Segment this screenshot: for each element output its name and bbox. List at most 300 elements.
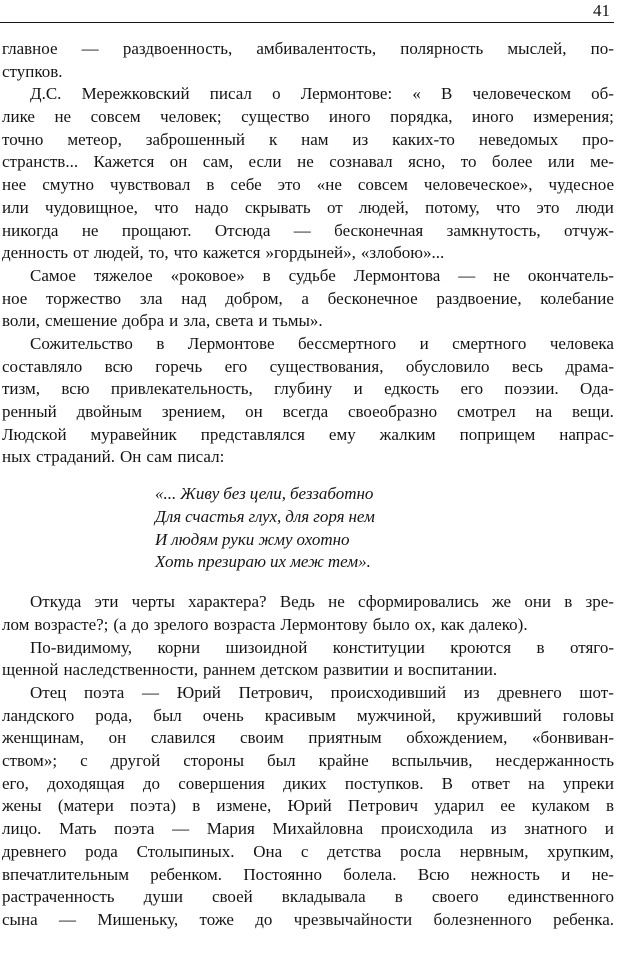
word: бесконечное — [327, 288, 418, 308]
text-line — [2, 197, 614, 220]
word: Лермонтова — [353, 265, 441, 285]
word: единственного — [507, 887, 614, 907]
word: Петрович, — [238, 683, 313, 702]
text-line — [2, 637, 614, 660]
text-line — [2, 378, 614, 401]
running-header — [0, 0, 614, 23]
word: человека — [549, 333, 614, 353]
word: — — [142, 683, 160, 702]
word: порядка, — [390, 107, 453, 127]
word: совсем — [357, 175, 408, 195]
word: он — [169, 152, 188, 172]
word: их — [270, 552, 287, 572]
word: Хоть — [155, 552, 194, 572]
word: другой — [110, 751, 161, 771]
word: наследственности, — [63, 660, 198, 680]
word: ох, — [414, 614, 436, 634]
word: нежность — [470, 864, 540, 884]
word: рода, — [95, 705, 133, 725]
text-line — [2, 424, 614, 447]
word: древнего — [497, 683, 562, 702]
word: что — [495, 197, 521, 217]
word: Кажется — [93, 152, 155, 172]
word: беззаботно — [289, 484, 374, 504]
word: Михайловна — [272, 819, 364, 839]
word: и — [393, 660, 403, 680]
word: охотно — [296, 529, 350, 549]
word: крайне — [318, 751, 369, 771]
word: жены — [2, 796, 42, 816]
word: что — [154, 197, 179, 217]
word: в — [156, 333, 165, 353]
word: а — [301, 288, 309, 308]
word: для — [285, 506, 310, 526]
word: в — [192, 796, 201, 816]
word: до — [255, 909, 273, 929]
word: славился — [150, 728, 216, 748]
word: смутно — [42, 175, 95, 195]
word: кроются — [450, 637, 512, 657]
word: измерения; — [533, 107, 614, 127]
word: лике — [2, 107, 35, 127]
word: без — [223, 484, 246, 504]
word: мыслей, — [507, 39, 567, 58]
word: из — [352, 129, 369, 149]
text-line — [2, 106, 614, 129]
word: кажется — [202, 243, 261, 263]
word: себе — [230, 175, 262, 195]
word: Откуда — [30, 592, 82, 612]
word: отчуж- — [564, 220, 614, 240]
word: никогда — [2, 220, 59, 240]
text-line — [2, 841, 614, 864]
word: всю — [61, 379, 90, 399]
word: бессмертного — [298, 333, 397, 353]
word: скрывать — [244, 197, 311, 217]
word: красивым — [264, 705, 336, 725]
word: муравейник — [90, 424, 177, 444]
word: ребенка. — [553, 909, 614, 929]
word: существо — [241, 107, 310, 127]
word: горя — [313, 506, 345, 526]
word: (матери — [57, 796, 114, 816]
word: добра — [122, 311, 165, 331]
word: сына — [2, 909, 38, 929]
word: ством»; — [2, 751, 58, 771]
word: иного — [471, 107, 514, 127]
word: чувствовал — [110, 175, 191, 195]
word: Юрий — [176, 683, 221, 702]
word: что — [173, 243, 198, 263]
word: напрас- — [559, 424, 614, 444]
word: света — [215, 311, 254, 331]
word: его — [224, 356, 248, 376]
word: было — [372, 614, 410, 634]
word: про- — [582, 129, 614, 149]
word: ясно, — [408, 152, 446, 172]
word: тоже — [199, 909, 234, 929]
word: «злобою»... — [360, 243, 445, 263]
word: он — [245, 402, 263, 421]
word: замкнутость, — [446, 220, 541, 240]
word: ребенком. — [150, 864, 222, 884]
word: «роковое» — [170, 265, 245, 285]
word: человеческое», — [423, 175, 533, 195]
word: »гордыней», — [265, 243, 356, 263]
text-line — [2, 659, 614, 682]
word: Отец — [30, 683, 67, 702]
word: бесконечная — [334, 220, 424, 240]
word: странств... — [2, 152, 79, 172]
text-line — [2, 38, 614, 61]
text-line — [2, 682, 614, 705]
word: происходила — [380, 819, 474, 839]
word: составляло — [2, 356, 83, 376]
word: его, — [2, 773, 29, 793]
word: нем — [348, 506, 375, 526]
word: презираю — [197, 552, 267, 572]
word: в — [564, 592, 573, 612]
word: был — [153, 705, 182, 725]
verse-line — [155, 551, 614, 574]
text-line — [2, 310, 614, 333]
word: ландского — [2, 705, 75, 725]
word: Отсюда — [214, 220, 271, 240]
word: и — [169, 311, 179, 331]
text-line — [2, 333, 614, 356]
word: круживший — [456, 705, 542, 725]
word: возраста — [213, 614, 276, 634]
word: с — [300, 841, 309, 861]
text-line — [2, 446, 614, 469]
word: щенной — [2, 660, 59, 680]
word: кулаком — [531, 796, 590, 816]
word: характера? — [188, 592, 267, 612]
word: то, — [148, 243, 169, 263]
word: болела. — [343, 864, 397, 884]
word: ее — [500, 796, 516, 816]
word: Самое — [30, 265, 76, 285]
word: По-видимому, — [30, 637, 133, 657]
word: головы — [562, 705, 614, 725]
word: люди — [575, 197, 614, 217]
word: как — [440, 614, 465, 634]
word: всю — [104, 356, 133, 376]
word: всегда — [282, 402, 329, 421]
word: развитии — [323, 660, 389, 680]
word: каких-то — [392, 129, 455, 149]
word: человек; — [160, 107, 222, 127]
text-line — [2, 886, 614, 909]
word: поприщем — [459, 424, 536, 444]
text-line — [2, 174, 614, 197]
verse-quote — [155, 483, 614, 574]
word: это — [536, 197, 560, 217]
word: в — [262, 265, 271, 285]
word: ступков. — [2, 61, 63, 81]
text-line — [2, 818, 614, 841]
word: зрением, — [161, 402, 226, 421]
text-line — [2, 750, 614, 773]
word: — — [172, 819, 190, 839]
word: точно — [2, 129, 44, 149]
word: страданий. — [36, 447, 115, 467]
word: очень — [202, 705, 244, 725]
word: или — [2, 197, 29, 217]
word: женщинам, — [2, 728, 85, 748]
text-line — [2, 401, 614, 424]
word: росла — [400, 841, 442, 861]
word: «... — [155, 484, 177, 504]
word: ное — [2, 288, 28, 308]
word: поэзии. — [504, 379, 559, 399]
word: денность — [2, 243, 69, 263]
word: чрезвычайности — [293, 909, 413, 929]
word: поэта — [114, 819, 155, 839]
word: отяго- — [569, 637, 614, 657]
word: зла — [139, 288, 163, 308]
word: метеор, — [67, 129, 122, 149]
word: амбивалентость, — [256, 39, 377, 58]
word: шот- — [579, 683, 614, 702]
text-line — [2, 83, 614, 106]
verse-line — [155, 483, 614, 506]
word: весь — [511, 356, 544, 376]
word: эти — [94, 592, 119, 612]
text-line — [2, 727, 614, 750]
word: нам — [301, 129, 329, 149]
word: поэта) — [130, 796, 176, 816]
word: руки — [222, 529, 255, 549]
word: И — [155, 529, 168, 549]
word: древнего — [2, 841, 67, 861]
word: впечатлительным — [2, 864, 129, 884]
word: писал: — [177, 447, 225, 467]
word: мужчиной, — [356, 705, 436, 725]
word: сам, — [202, 152, 234, 172]
word: в — [536, 637, 545, 657]
verse-line — [155, 506, 614, 529]
word: двойным — [76, 402, 143, 421]
word: рода — [85, 841, 118, 861]
word: происходивший — [330, 683, 447, 702]
word: В — [440, 84, 453, 104]
word: сознавал — [329, 152, 393, 172]
word: с — [80, 751, 88, 771]
text-line — [2, 909, 614, 932]
word: своим — [240, 728, 284, 748]
word: и — [419, 333, 429, 353]
word: не — [493, 265, 510, 285]
word: и — [353, 379, 363, 399]
word: глубину — [274, 379, 333, 399]
word: Мишеньку, — [97, 909, 179, 929]
word: ренный — [2, 402, 57, 421]
text-line — [2, 591, 614, 614]
text-line — [2, 356, 614, 379]
word: ударил — [434, 796, 485, 816]
word: из — [490, 819, 507, 839]
word: раздвоенность, — [122, 39, 233, 58]
word: смотрел — [456, 402, 516, 421]
word: души — [143, 887, 183, 907]
word: воли, — [2, 311, 41, 331]
word: Лермонтову — [280, 614, 368, 634]
word: зрелого — [153, 614, 209, 634]
word: глух, — [248, 506, 282, 526]
word: Живу — [180, 484, 220, 504]
word: иного — [328, 107, 371, 127]
word: окончатель- — [527, 265, 614, 285]
word: несдержанность — [495, 751, 614, 771]
word: ему — [328, 424, 356, 444]
word: Мария — [206, 819, 255, 839]
text-line — [2, 265, 614, 288]
word: или — [547, 152, 575, 172]
word: прощают. — [121, 220, 192, 240]
body-text — [2, 38, 614, 932]
word: в — [394, 887, 403, 907]
word: потому, — [425, 197, 480, 217]
word: приятным — [308, 728, 382, 748]
text-line — [2, 151, 614, 174]
word: чудесное — [548, 175, 614, 195]
word: стороны — [183, 751, 244, 771]
word: из — [463, 683, 480, 702]
word: ных — [2, 447, 32, 467]
page-number: 41 — [593, 1, 610, 20]
word: Всю — [417, 864, 450, 884]
word: растраченность — [2, 887, 115, 907]
word: совсем — [90, 107, 141, 127]
word: Лермонтове — [187, 333, 275, 353]
word: — — [293, 220, 311, 240]
word: Юрий — [287, 796, 332, 816]
word: горечь — [155, 356, 203, 376]
word: Он — [120, 447, 142, 467]
text-line — [2, 705, 614, 728]
word: вспыльчив, — [391, 751, 473, 771]
word: не — [54, 107, 72, 127]
word: Мережковский — [81, 84, 190, 104]
word: в — [605, 796, 614, 816]
word: на — [528, 773, 545, 793]
word: поэта — [84, 683, 125, 702]
word: судьбе — [288, 265, 336, 285]
word: едкость — [384, 379, 440, 399]
text-line — [2, 61, 614, 84]
word: Ода- — [580, 379, 614, 399]
text-line — [2, 864, 614, 887]
word: колебание — [540, 288, 614, 308]
word: счастья — [185, 506, 245, 526]
word: совершения — [178, 773, 265, 793]
word: его — [460, 379, 484, 399]
word: детства — [327, 841, 382, 861]
word: сам — [146, 447, 173, 467]
text-block-2 — [2, 591, 614, 931]
word: существования, — [269, 356, 384, 376]
word: людей, — [358, 197, 409, 217]
word: — — [458, 265, 476, 285]
word: и — [258, 311, 268, 331]
word: меж — [290, 552, 324, 572]
word: представлялся — [200, 424, 305, 444]
word: — — [81, 39, 99, 58]
word: полярность — [400, 39, 484, 58]
word: — — [59, 909, 76, 929]
word: он — [108, 728, 127, 748]
word: главное — [2, 39, 58, 58]
word: от — [326, 197, 343, 217]
word: цели, — [249, 484, 286, 504]
word: хрупким, — [547, 841, 614, 861]
word: чудовищное, — [44, 197, 138, 217]
word: возрасте?; — [34, 614, 109, 634]
word: далеко). — [469, 614, 528, 634]
text-line — [2, 614, 614, 637]
word: Лермонтове: — [300, 84, 393, 104]
word: неведомых — [478, 129, 559, 149]
word: ме- — [590, 152, 614, 172]
word: раздвоение, — [436, 288, 522, 308]
word: тем». — [327, 552, 371, 572]
word: не- — [591, 864, 614, 884]
word: своей — [211, 887, 253, 907]
word: обхождением, — [406, 728, 508, 748]
word: В — [441, 773, 454, 793]
word: своеобразно — [347, 402, 438, 421]
text-block-1 — [2, 38, 614, 469]
word: не — [81, 220, 99, 240]
word: « — [412, 84, 421, 104]
word: Д.С. — [30, 84, 62, 104]
word: о — [272, 84, 281, 104]
word: поступков. — [344, 773, 424, 793]
word: тизм, — [2, 379, 41, 399]
word: нее — [2, 175, 27, 195]
word: более — [491, 152, 533, 172]
text-line — [2, 288, 614, 311]
word: знатного — [524, 819, 588, 839]
word: вкладывала — [281, 887, 366, 907]
word: людей, — [93, 243, 144, 263]
word: тьмы». — [272, 311, 323, 331]
word: Столыпиных. — [136, 841, 235, 861]
word: привлекательность, — [110, 379, 253, 399]
word: конституции — [332, 637, 425, 657]
word: «не — [316, 175, 342, 195]
word: нервным, — [459, 841, 529, 861]
word: Петрович — [347, 796, 419, 816]
word: тяжелое — [93, 265, 153, 285]
word: зре- — [585, 592, 614, 612]
word: обусловило — [405, 356, 490, 376]
word: надо — [194, 197, 229, 217]
word: смертного — [452, 333, 527, 353]
word: заброшенный — [145, 129, 246, 149]
word: до — [131, 614, 149, 634]
word: если — [248, 152, 282, 172]
word: доходящая — [47, 773, 125, 793]
word: (а — [113, 614, 127, 634]
word: черты — [131, 592, 175, 612]
word: измене, — [216, 796, 272, 816]
word: писал — [209, 84, 252, 104]
word: до — [142, 773, 160, 793]
word: и — [561, 864, 571, 884]
word: ответ — [471, 773, 510, 793]
